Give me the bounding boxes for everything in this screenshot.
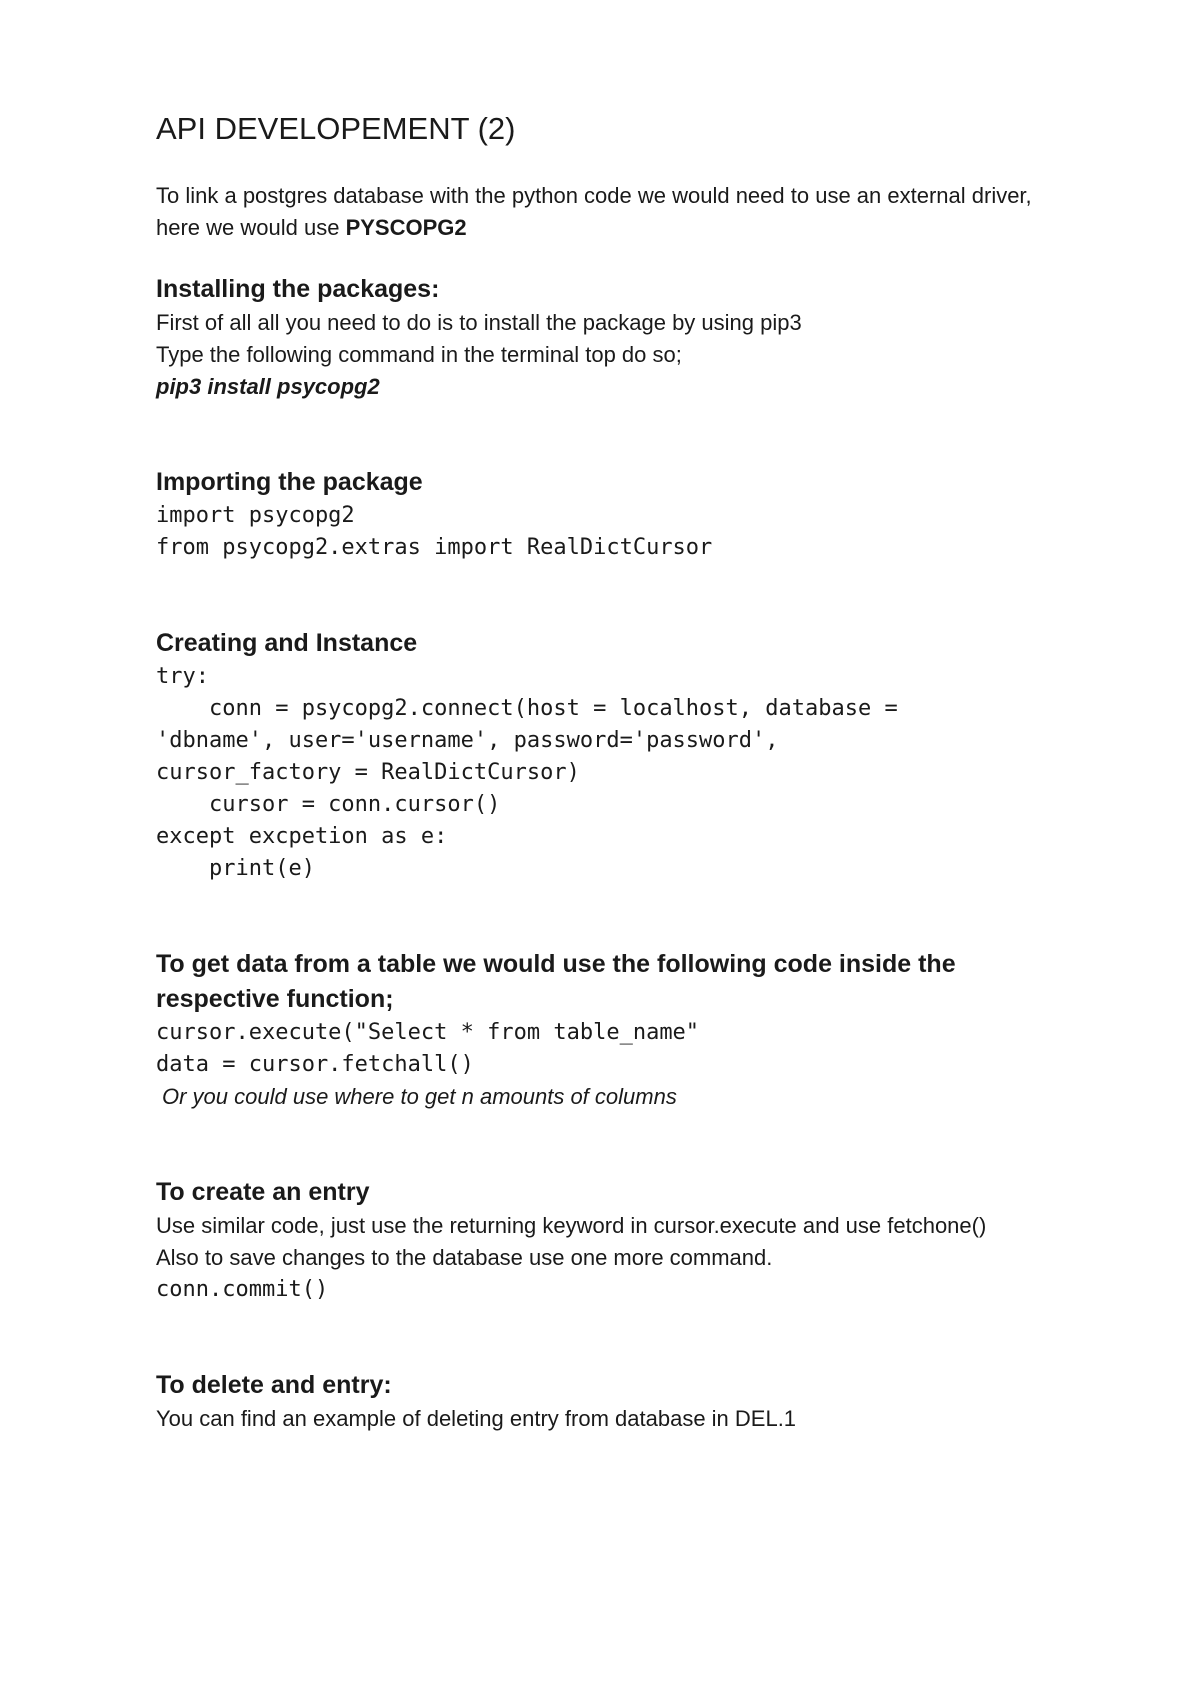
section-import (156, 465, 1056, 564)
instance-code-line: cursor = conn.cursor() (156, 792, 501, 817)
instance-code-line: print(e) (156, 856, 315, 881)
delete-heading: To delete and entry: (156, 1371, 392, 1399)
spacer (156, 885, 1056, 947)
getdata-code-line: cursor.execute("Select * from table_name" (156, 1020, 700, 1045)
getdata-code-line: data = cursor.fetchall() (156, 1052, 474, 1077)
spacer (156, 1306, 1056, 1368)
instance-heading: Creating and Instance (156, 629, 418, 657)
section-install (156, 272, 1056, 403)
instance-code-line: conn = psycopg2.connect(host = localhost, database = (156, 696, 898, 721)
section-create (156, 1175, 1056, 1306)
spacer (156, 244, 1056, 272)
import-code-line: from psycopg2.extras import RealDictCursor (156, 535, 713, 560)
install-command: pip3 install psycopg2 (156, 374, 380, 399)
create-heading: To create an entry (156, 1178, 370, 1206)
create-line-1: Use similar code, just use the returning keyword in cursor.execute and use fetchone() (156, 1213, 987, 1238)
getdata-note: Or you could use where to get n amounts of columns (162, 1084, 677, 1109)
document-title: API DEVELOPEMENT (2) (156, 111, 516, 146)
intro-bold-driver: PYSCOPG2 (345, 215, 467, 240)
spacer (156, 403, 1056, 465)
instance-code-line: cursor_factory = RealDictCursor) (156, 760, 580, 785)
create-code-line: conn.commit() (156, 1277, 329, 1302)
instance-code-line: 'dbname', user='username', password='password', (156, 728, 779, 753)
spacer (156, 564, 1056, 626)
intro-text: To link a postgres database with the python code we would need to use an external driver, here we would use (156, 183, 1032, 240)
install-line-1: First of all all you need to do is to install the package by using pip3 (156, 310, 802, 335)
import-heading: Importing the package (156, 468, 423, 496)
instance-code-line: try: (156, 664, 209, 689)
document-page (156, 108, 1056, 1435)
instance-code-line: except excpetion as e: (156, 824, 448, 849)
import-code-line: import psycopg2 (156, 503, 355, 528)
install-line-2: Type the following command in the terminal top do so; (156, 342, 682, 367)
section-getdata (156, 947, 1056, 1113)
getdata-heading: To get data from a table we would use the following code inside the respective function; (156, 950, 956, 1013)
intro-paragraph (156, 180, 1056, 244)
create-line-2: Also to save changes to the database use one more command. (156, 1245, 773, 1270)
section-delete (156, 1368, 1056, 1435)
section-instance (156, 626, 1056, 885)
delete-line-1: You can find an example of deleting entry from database in DEL.1 (156, 1406, 797, 1431)
spacer (156, 1113, 1056, 1175)
install-heading: Installing the packages: (156, 275, 440, 303)
